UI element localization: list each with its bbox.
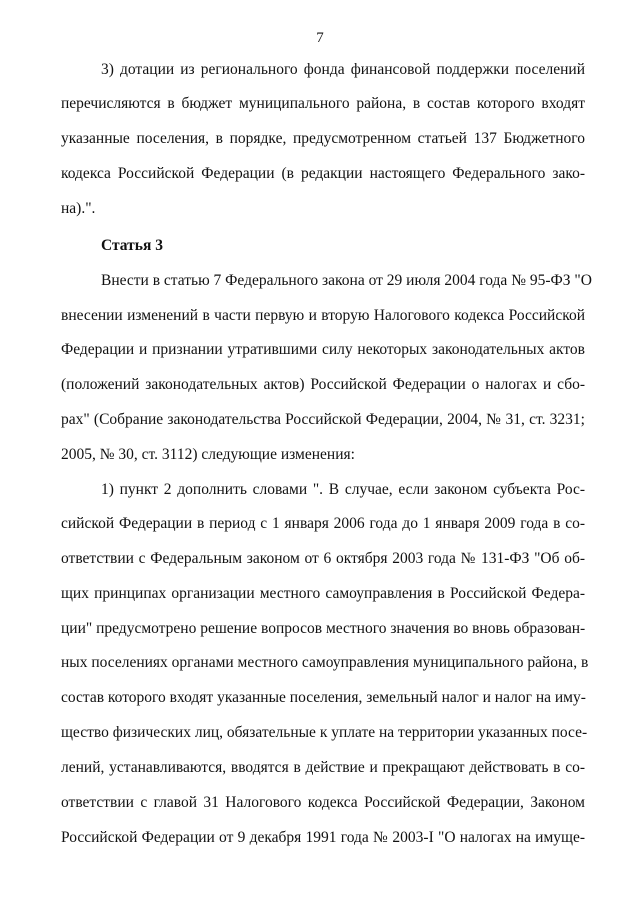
text-line: рах" (Собрание законодательства Российской Федерации, 2004, № 31, ст. 3231; bbox=[61, 411, 585, 428]
text-line: 3) дотации из регионального фонда финансовой поддержки поселений bbox=[101, 61, 585, 78]
text-line: ответствии с Федеральным законом от 6 октября 2003 года № 131-ФЗ "Об об- bbox=[61, 550, 585, 567]
text-line: лений, устанавливаются, вводятся в действие и прекращают действовать в со- bbox=[61, 759, 585, 776]
text-line: Российской Федерации от 9 декабря 1991 года № 2003-I "О налогах на имуще- bbox=[61, 829, 585, 846]
text-line: 1) пункт 2 дополнить словами ". В случае, если законом субъекта Рос- bbox=[101, 481, 585, 498]
text-line: ных поселениях органами местного самоуправления муниципального района, в bbox=[61, 654, 589, 671]
text-line: сийской Федерации в период с 1 января 2006 года до 1 января 2009 года в со- bbox=[61, 515, 585, 532]
text-line: Внести в статью 7 Федерального закона от 29 июля 2004 года № 95-ФЗ "О bbox=[101, 272, 592, 289]
text-line: (положений законодательных актов) Российской Федерации о налогах и сбо- bbox=[61, 376, 585, 393]
text-line: перечисляются в бюджет муниципального района, в состав которого входят bbox=[61, 95, 585, 112]
page-number: 7 bbox=[316, 30, 324, 46]
text-line: 2005, № 30, ст. 3112) следующие изменения: bbox=[61, 446, 355, 463]
text-line: состав которого входят указанные поселения, земельный налог и налог на иму- bbox=[61, 689, 586, 706]
text-line: на).". bbox=[61, 200, 96, 217]
text-line: указанные поселения, в порядке, предусмотренном статьей 137 Бюджетного bbox=[61, 130, 585, 147]
text-line: ции" предусмотрено решение вопросов местного значения во вновь образован- bbox=[61, 620, 586, 637]
text-line: щество физических лиц, обязательные к уплате на территории указанных посе- bbox=[61, 724, 588, 741]
text-line: Федерации и признании утратившими силу некоторых законодательных актов bbox=[61, 341, 585, 358]
text-line: внесении изменений в части первую и вторую Налогового кодекса Российской bbox=[61, 307, 585, 324]
text-line: ответствии с главой 31 Налогового кодекса Российской Федерации, Законом bbox=[61, 794, 585, 811]
text-line: кодекса Российской Федерации (в редакции настоящего Федерального зако- bbox=[61, 165, 585, 182]
article-heading: Статья 3 bbox=[101, 237, 163, 254]
text-line: щих принципах организации местного самоуправления в Российской Федера- bbox=[61, 585, 585, 602]
